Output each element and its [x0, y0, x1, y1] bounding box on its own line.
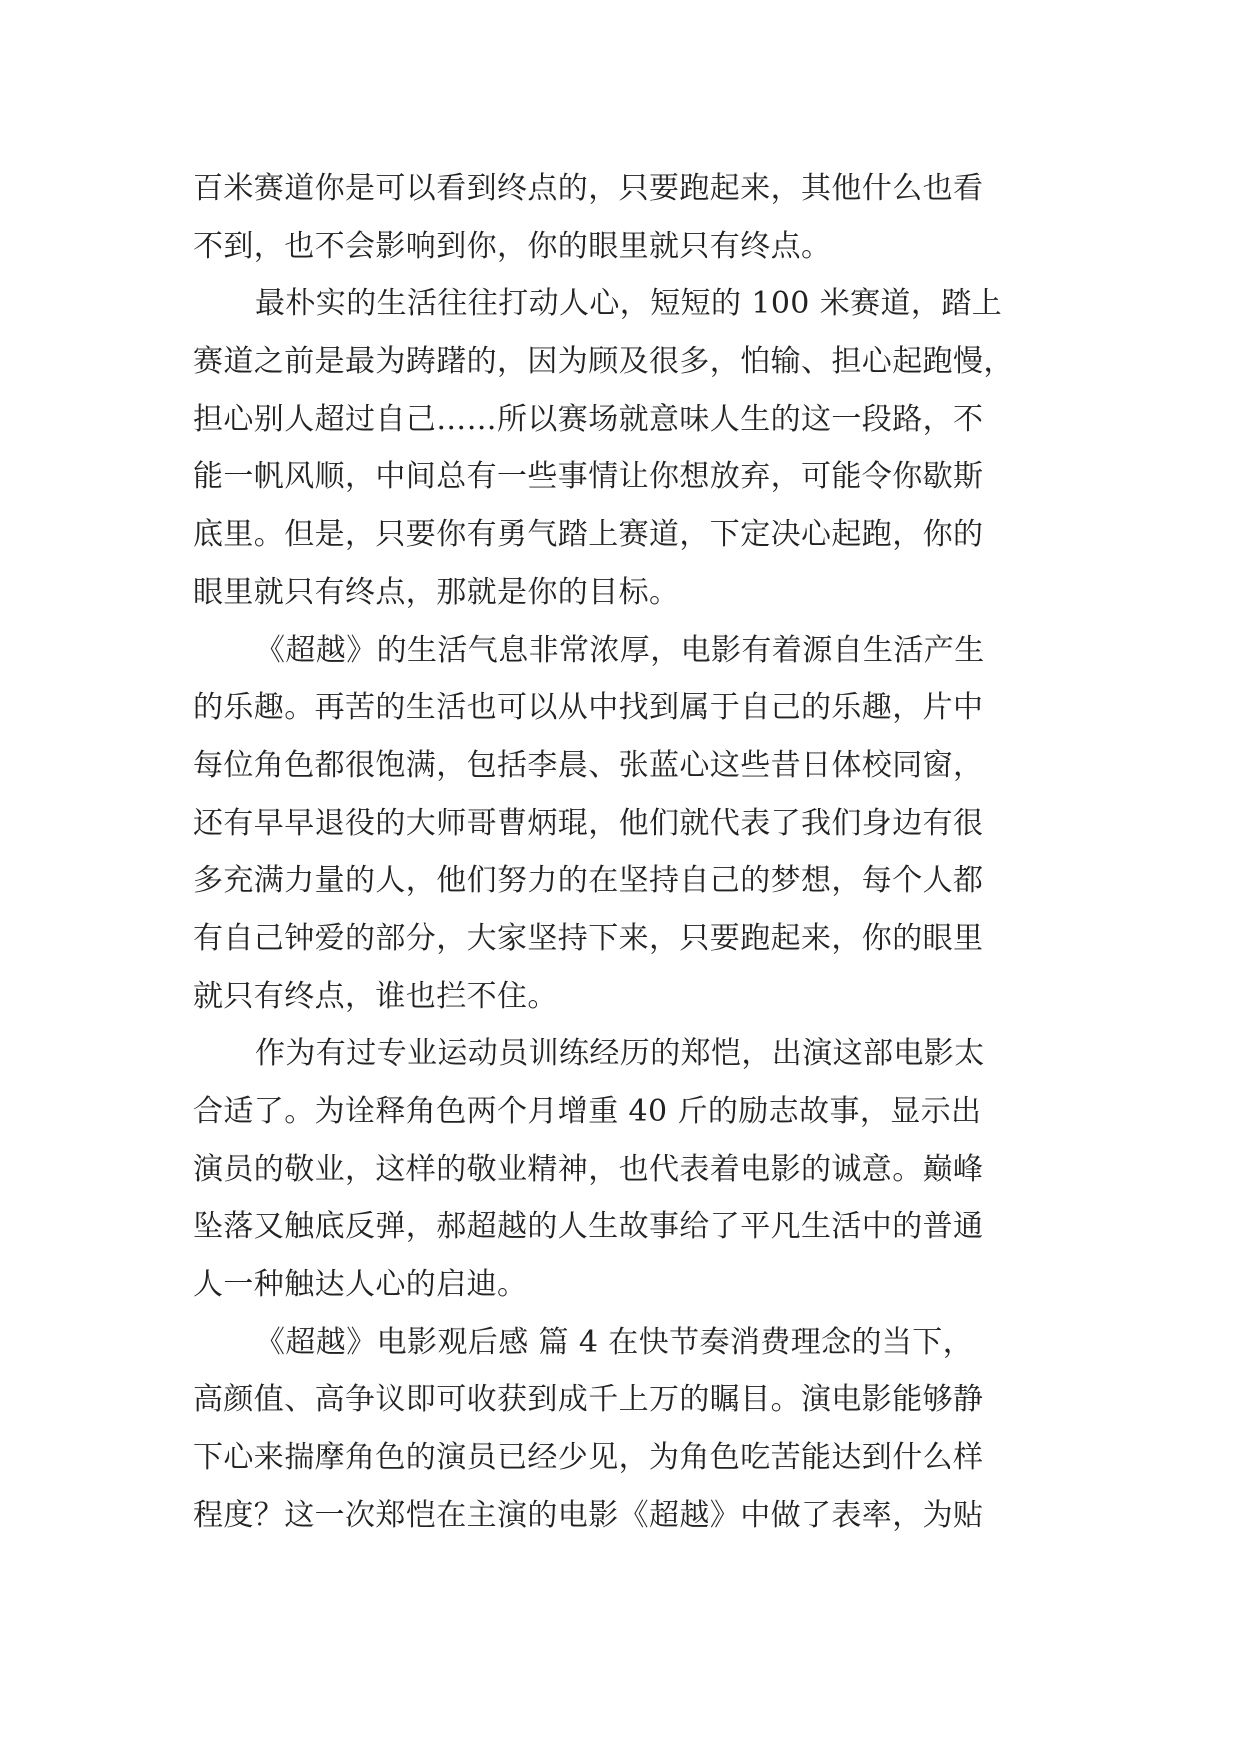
text-line: 《超越》电影观后感 篇 4 在快节奏消费理念的当下， [255, 1324, 974, 1360]
text-line: 高颜值、高争议即可收获到成千上万的瞩目。演电影能够静 [193, 1382, 984, 1418]
text-line: 演员的敬业，这样的敬业精神，也代表着电影的诚意。巅峰 [193, 1151, 984, 1187]
text-line: 的乐趣。再苦的生活也可以从中找到属于自己的乐趣，片中 [193, 690, 984, 726]
text-line: 赛道之前是最为踌躇的，因为顾及很多，怕输、担心起跑慢， [193, 344, 1014, 380]
text-line: 坠落又触底反弹，郝超越的人生故事给了平凡生活中的普通 [193, 1209, 984, 1245]
text-line: 下心来揣摩角色的演员已经少见，为角色吃苦能达到什么样 [193, 1440, 984, 1476]
text-line: 还有早早退役的大师哥曹炳琨，他们就代表了我们身边有很 [193, 805, 984, 841]
text-line: 百米赛道你是可以看到终点的，只要跑起来，其他什么也看 [193, 171, 984, 206]
text-line: 最朴实的生活往往打动人心，短短的 100 米赛道，踏上 [255, 286, 1003, 322]
text-line: 不到，也不会影响到你，你的眼里就只有终点。 [193, 228, 832, 264]
text-line: 能一帆风顺，中间总有一些事情让你想放弃，可能令你歇斯 [193, 459, 984, 495]
text-line: 程度？这一次郑恺在主演的电影《超越》中做了表率，为贴 [193, 1497, 984, 1533]
text-line: 每位角色都很饱满，包括李晨、张蓝心这些昔日体校同窗， [193, 747, 984, 783]
text-line: 作为有过专业运动员训练经历的郑恺，出演这部电影太 [255, 1036, 985, 1072]
text-line: 眼里就只有终点，那就是你的目标。 [193, 574, 680, 610]
text-line: 有自己钟爱的部分，大家坚持下来，只要跑起来，你的眼里 [193, 920, 984, 956]
text-line: 就只有终点，谁也拦不住。 [193, 978, 558, 1014]
text-line: 人一种触达人心的启迪。 [193, 1267, 528, 1303]
text-line: 合适了。为诠释角色两个月增重 40 斤的励志故事，显示出 [193, 1094, 982, 1129]
text-line: 《超越》的生活气息非常浓厚，电影有着源自生活产生 [255, 632, 985, 668]
text-line: 多充满力量的人，他们努力的在坚持自己的梦想，每个人都 [193, 863, 984, 899]
text-line: 底里。但是，只要你有勇气踏上赛道，下定决心起跑，你的 [193, 517, 984, 553]
text-line: 担心别人超过自己……所以赛场就意味人生的这一段路，不 [193, 401, 984, 437]
body-text [193, 160, 1053, 1545]
